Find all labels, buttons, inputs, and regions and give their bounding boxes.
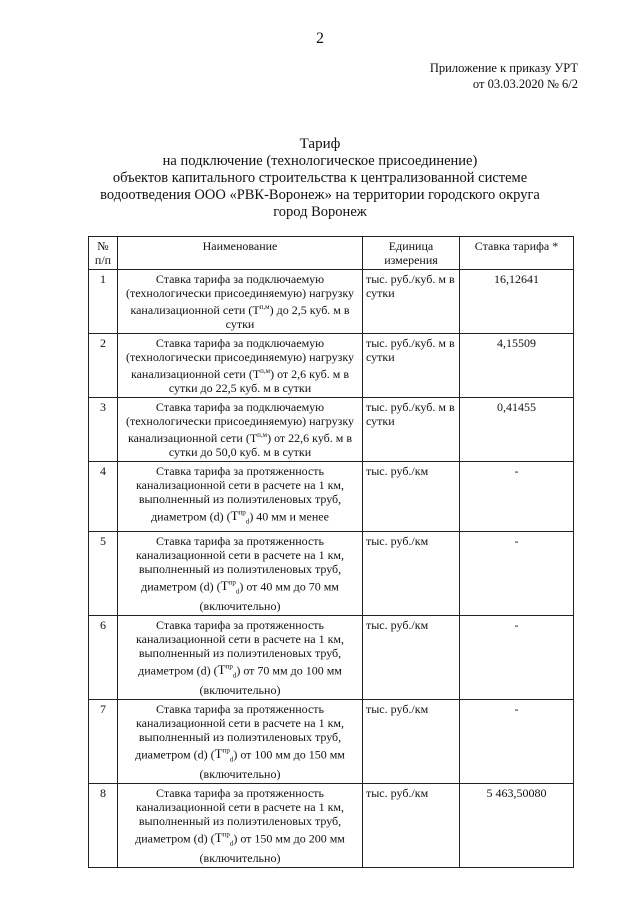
row-name: Ставка тарифа за протяженность канализационной сети в расчете на 1 км, выполненный из полиэтиленовых труб, диаметром (d) $(T^{пр}_d)$ от 40 мм до 70 мм (включительно) xyxy=(118,531,363,615)
row-rate: - xyxy=(460,615,574,699)
row-name: Ставка тарифа за протяженность канализационной сети в расчете на 1 км, выполненный из полиэтиленовых труб, диаметром (d) $(T^{пр}_d)$ 40 мм и менее xyxy=(118,462,363,532)
symbol-superscript: п,м xyxy=(260,367,271,375)
row-num: 4 xyxy=(89,462,118,532)
table-row xyxy=(89,334,574,398)
row-num: 3 xyxy=(89,398,118,462)
row-num: 8 xyxy=(89,783,118,867)
table-row xyxy=(89,270,574,334)
row-unit: тыс. руб./куб. м в сутки xyxy=(363,334,460,398)
row-rate: 16,12641 xyxy=(460,270,574,334)
row-num: 2 xyxy=(89,334,118,398)
table-row xyxy=(89,615,574,699)
row-rate: 0,41455 xyxy=(460,398,574,462)
row-name: Ставка тарифа за протяженность канализационной сети в расчете на 1 км, выполненный из полиэтиленовых труб, диаметром (d) $(T^{пр}_d)$ от 100 мм до 150 мм (включительно) xyxy=(118,699,363,783)
symbol-superscript: п,м xyxy=(257,431,268,439)
title-main: Тариф xyxy=(299,136,341,152)
tariff-symbol: $T^{пр}_d$ xyxy=(214,746,234,764)
title-line-2: объектов капитального строительства к централизованной системе xyxy=(112,170,528,186)
annex-reference xyxy=(430,60,578,92)
row-num: 6 xyxy=(89,615,118,699)
table-header-row xyxy=(89,237,574,270)
annex-line-2: от 03.03.2020 № 6/2 xyxy=(472,77,578,91)
header-num: № п/п xyxy=(89,237,118,270)
tariff-symbol: $T^{пр}_d$ xyxy=(214,830,234,848)
row-rate: 5 463,50080 xyxy=(460,783,574,867)
row-unit: тыс. руб./куб. м в сутки xyxy=(363,398,460,462)
title-line-3: водоотведения ООО «РВК-Воронеж» на территории городского округа xyxy=(100,187,540,203)
table-row xyxy=(89,462,574,532)
table-row xyxy=(89,398,574,462)
row-unit: тыс. руб./куб. м в сутки xyxy=(363,270,460,334)
row-rate: - xyxy=(460,699,574,783)
row-unit: тыс. руб./км xyxy=(363,462,460,532)
table-row xyxy=(89,699,574,783)
row-name: Ставка тарифа за подключаемую (технологически присоединяемую) нагрузку канализационной сети $(Т^{п,м})$ до 2,5 куб. м в сутки xyxy=(118,270,363,334)
header-name: Наименование xyxy=(118,237,363,270)
row-rate: - xyxy=(460,462,574,532)
row-unit: тыс. руб./км xyxy=(363,531,460,615)
row-num: 5 xyxy=(89,531,118,615)
tariff-table xyxy=(88,236,574,868)
row-rate: 4,15509 xyxy=(460,334,574,398)
header-unit: Единица измерения xyxy=(363,237,460,270)
tariff-symbol: $T^{пр}_d$ xyxy=(217,662,237,680)
page-number: 2 xyxy=(316,30,324,47)
row-name: Ставка тарифа за протяженность канализационной сети в расчете на 1 км, выполненный из полиэтиленовых труб, диаметром (d) $(T^{пр}_d)$ от 70 мм до 100 мм (включительно) xyxy=(118,615,363,699)
table-row xyxy=(89,783,574,867)
table-row xyxy=(89,531,574,615)
row-rate: - xyxy=(460,531,574,615)
row-unit: тыс. руб./км xyxy=(363,615,460,699)
row-unit: тыс. руб./км xyxy=(363,699,460,783)
header-rate: Ставка тарифа * xyxy=(460,237,574,270)
row-unit: тыс. руб./км xyxy=(363,783,460,867)
tariff-symbol: $T^{пр}_d$ xyxy=(220,578,240,596)
row-name: Ставка тарифа за подключаемую (технологически присоединяемую) нагрузку канализационной сети $(Т^{п,м})$ от 22,6 куб. м в сутки до 50,0 куб. м в сутки xyxy=(118,398,363,462)
row-name: Ставка тарифа за подключаемую (технологически присоединяемую) нагрузку канализационной сети $(Т^{п,м})$ от 2,6 куб. м в сутки до 22,5 куб. м в сутки xyxy=(118,334,363,398)
row-num: 1 xyxy=(89,270,118,334)
row-name: Ставка тарифа за протяженность канализационной сети в расчете на 1 км, выполненный из полиэтиленовых труб, диаметром (d) $(T^{пр}_d)$ от 150 мм до 200 мм (включительно) xyxy=(118,783,363,867)
title-line-4: город Воронеж xyxy=(273,204,367,220)
row-num: 7 xyxy=(89,699,118,783)
annex-line-1: Приложение к приказу УРТ xyxy=(429,61,578,75)
tariff-symbol: $T^{пр}_d$ xyxy=(230,508,250,526)
document-title xyxy=(60,136,580,221)
symbol-superscript: п,м xyxy=(259,303,270,311)
title-line-1: на подключение (технологическое присоединение) xyxy=(162,153,478,169)
